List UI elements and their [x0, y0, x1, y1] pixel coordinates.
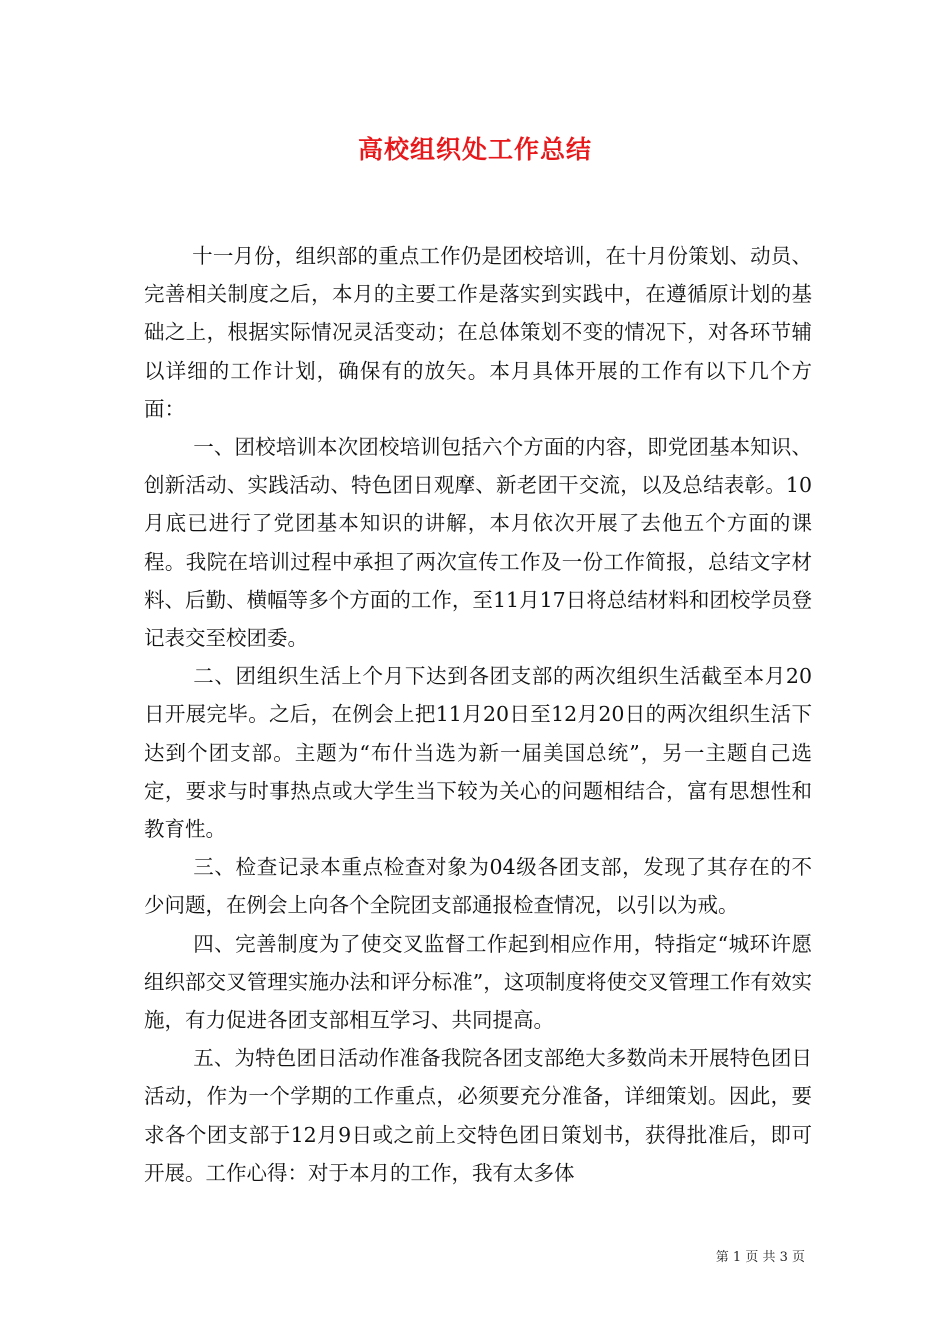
page-number: 第 1 页 共 3 页 — [715, 1250, 805, 1265]
section-paragraph-inspection: 三、检查记录本重点检查对象为04级各团支部，发现了其存在的不少问题，在例会上向各个全院团支部通报检查情况，以引以为戒。 — [144, 855, 812, 918]
intro-paragraph: 十一月份，组织部的重点工作仍是团校培训，在十月份策划、动员、完善相关制度之后，本月的主要工作是落实到实践中，在遵循原计划的基础之上，根据实际情况灵活变动；在总体策划不变的情况下，对各环节辅以详细的工作计划，确保有的放矢。本月具体开展的工作有以下几个方面： — [144, 244, 812, 421]
section-paragraph-system: 四、完善制度为了使交叉监督工作起到相应作用，特指定“城环许愿组织部交叉管理实施办法和评分标准”，这项制度将使交叉管理工作有效实施，有力促进各团支部相互学习、共同提高。 — [144, 931, 812, 1033]
section-paragraph-org-life: 二、团组织生活上个月下达到各团支部的两次组织生活截至本月20日开展完毕。之后，在例会上把11月20日至12月20日的两次组织生活下达到个团支部。主题为“布什当选为新一届美国总统”，另一主题自己选定，要求与时事热点或大学生当下较为关心的问题相结合，富有思想性和教育性。 — [144, 664, 812, 842]
document-title: 高校组织处工作总结 — [357, 135, 592, 164]
document-body — [144, 237, 812, 1192]
section-paragraph-training: 一、团校培训本次团校培训包括六个方面的内容，即党团基本知识、创新活动、实践活动、特色团日观摩、新老团干交流，以及总结表彰。10月底已进行了党团基本知识的讲解，本月依次开展了去他五个方面的课程。我院在培训过程中承担了两次宣传工作及一份工作简报，总结文字材料、后勤、横幅等多个方面的工作，至11月17日将总结材料和团校学员登记表交至校团委。 — [144, 435, 812, 651]
section-paragraph-preparation: 五、为特色团日活动作准备我院各团支部绝大多数尚未开展特色团日活动，作为一个学期的工作重点，必须要充分准备，详细策划。因此，要求各个团支部于12月9日或之前上交特色团日策划书，获得批准后，即可开展。工作心得：对于本月的工作，我有太多体 — [144, 1046, 812, 1185]
